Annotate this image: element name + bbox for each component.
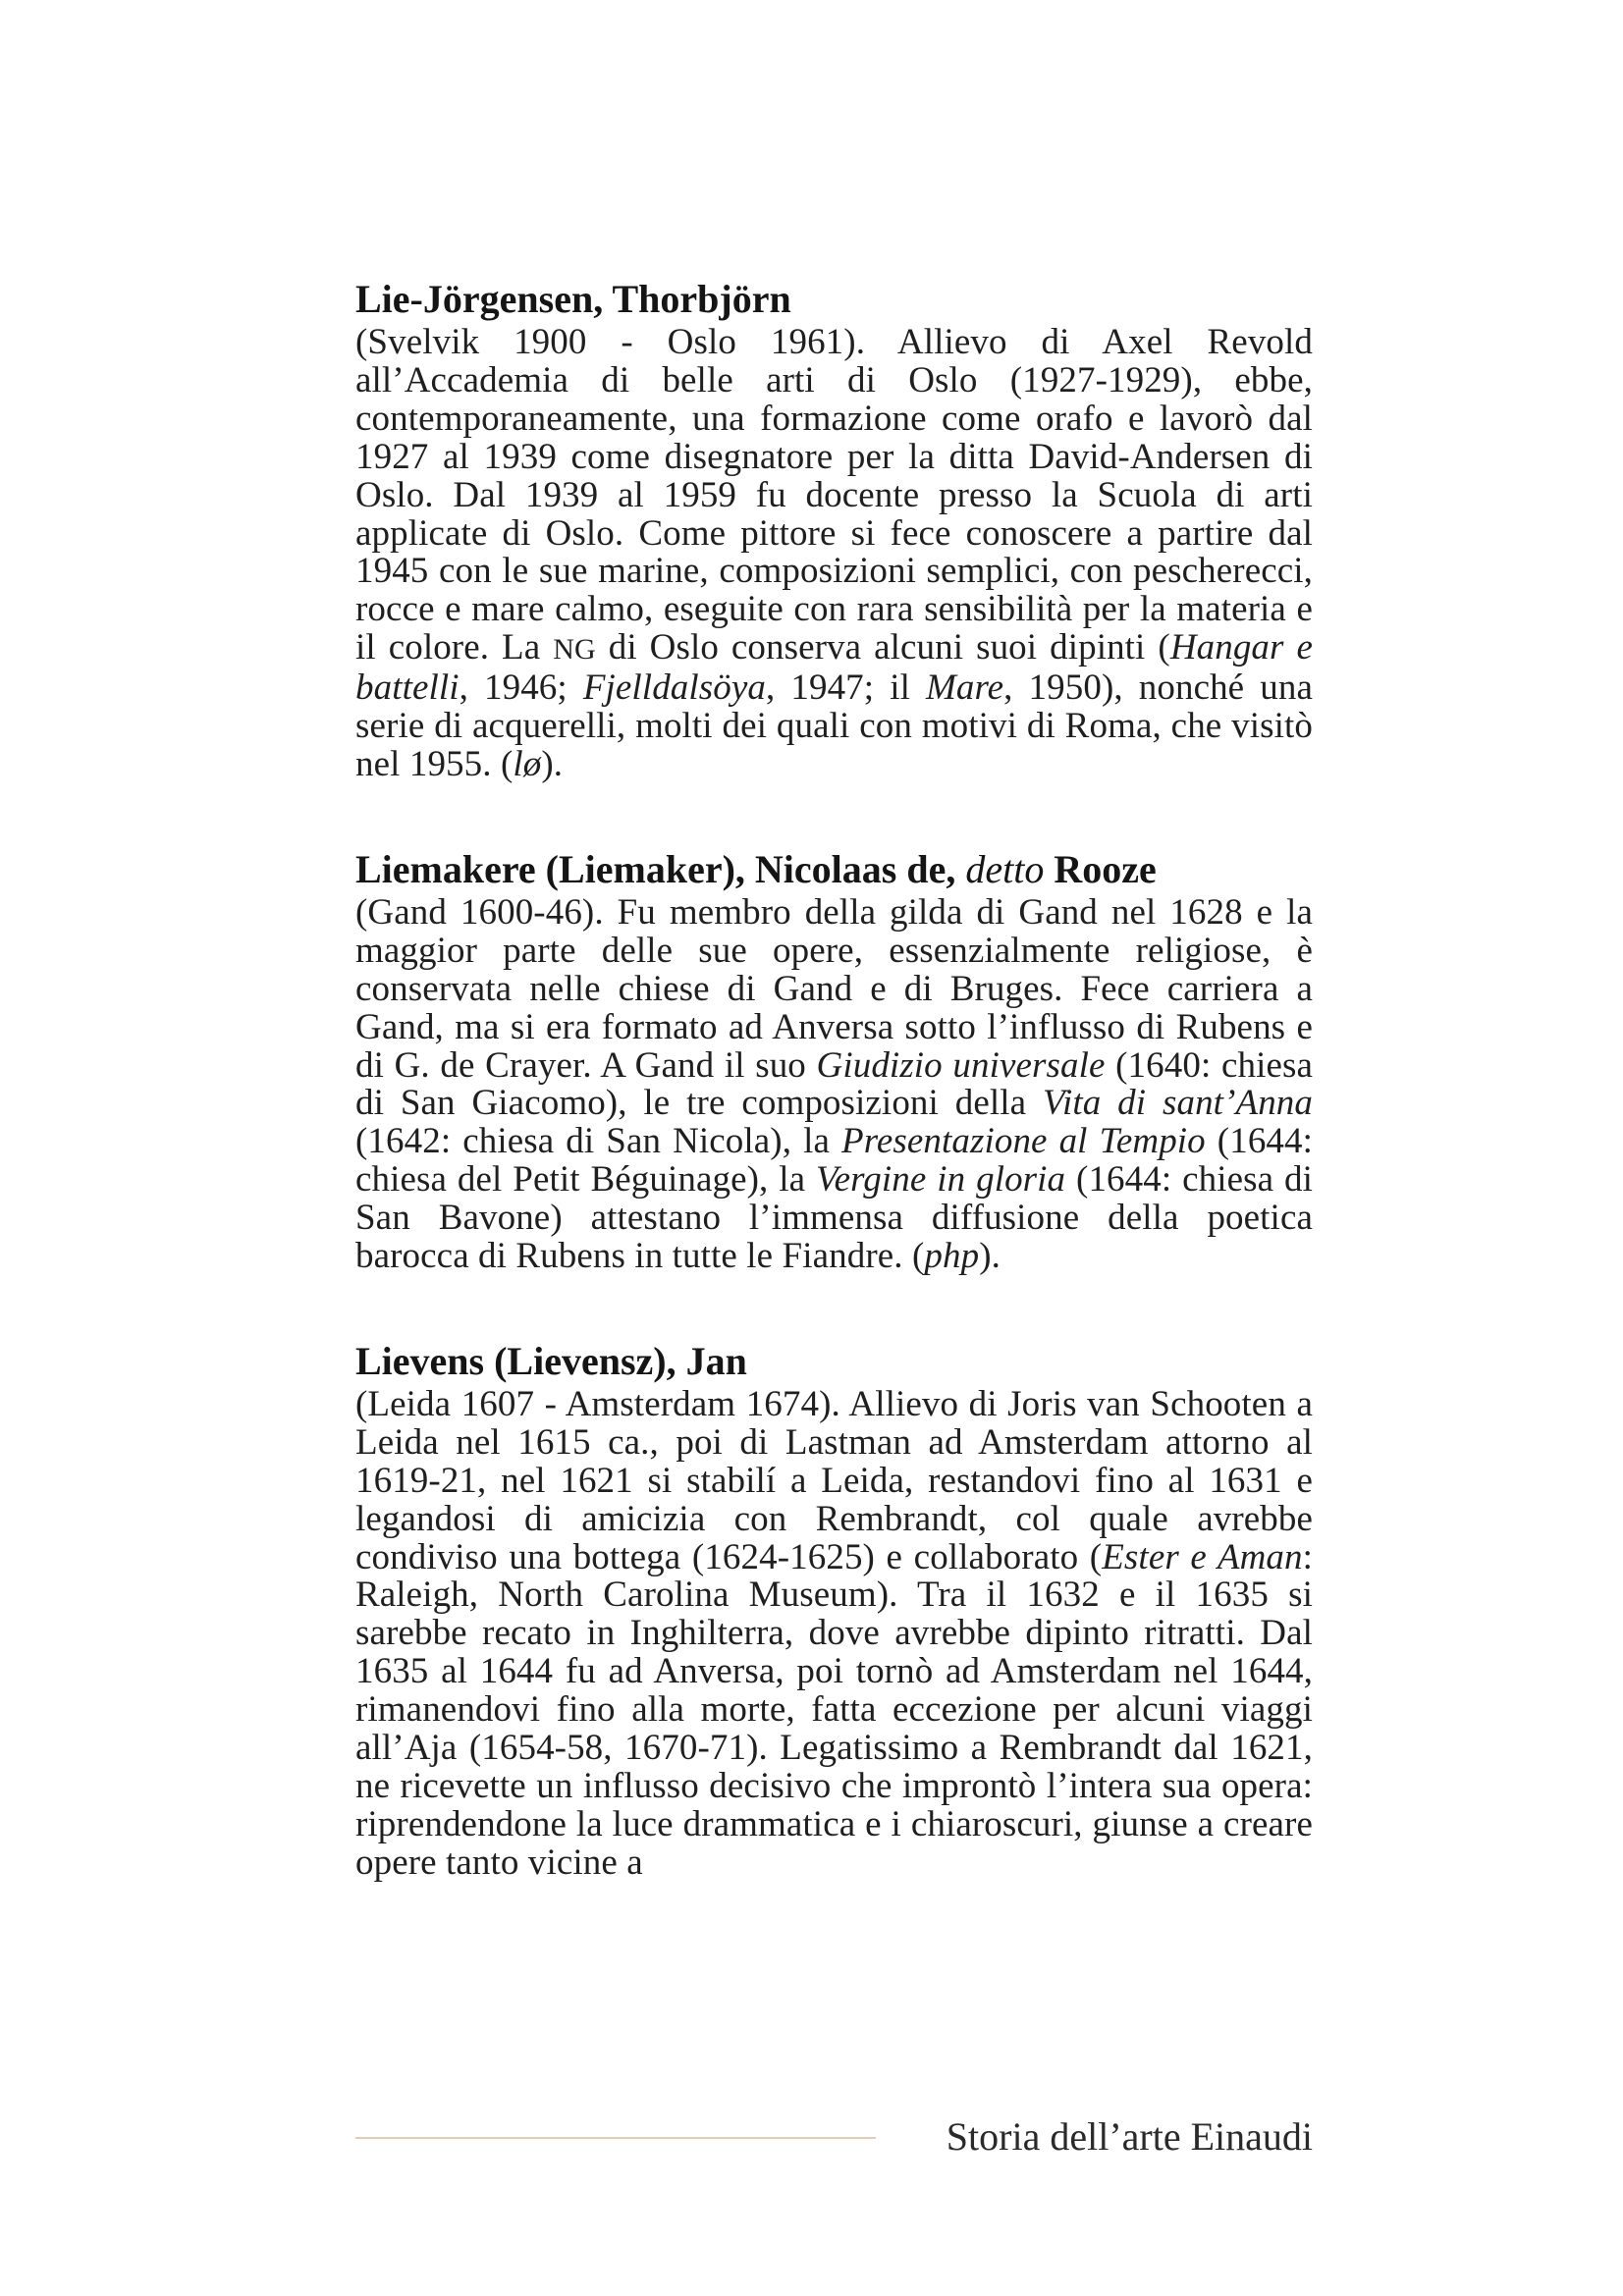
text-run: (Leida 1607 - Amsterdam 1674). Allievo di Joris van Schooten a Leida nel 1615 ca., poi di Lastman ad Amsterdam attorno al 1619-21, nel 1621 si stabilí a Leida, restandovi fino al 1631 e legandosi di amicizia con Rembrandt, col quale avrebbe condiviso una bottega (1624-1625) e collaborato ( — [355, 1383, 1313, 1577]
italic-run: Presentazione al Tempio — [841, 1121, 1206, 1162]
text-run: di Oslo conserva alcuni suoi dipinti ( — [595, 627, 1170, 668]
italic-run: Giudizio universale — [816, 1044, 1106, 1086]
footer-rule — [355, 2137, 876, 2139]
text-column — [355, 275, 1313, 1944]
italic-run: Ester e Aman — [1102, 1536, 1303, 1577]
text-run: , 1947; il — [766, 667, 926, 709]
entry-title-text: Lievens (Lievensz), Jan — [355, 1338, 747, 1383]
text-run: (Gand 1600-46). Fu membro della gilda di Gand nel 1628 e la maggior parte delle sue opere, essenzialmente religiose, è conservata nelle chiese di Gand e di Bruges. Fece carriera a Gand, ma si era formato ad Anversa sotto l’influsso di Rubens e di G. de Crayer. A Gand il suo — [355, 891, 1313, 1086]
entry-lie-jorgensen — [355, 275, 1313, 784]
italic-run: Vita di sant’Anna — [1043, 1083, 1313, 1124]
text-run: (1644: chiesa del Petit Béguinage), la — [355, 1121, 1313, 1201]
entry-lievens — [355, 1337, 1313, 1883]
text-run: (1642: chiesa di San Nicola), la — [355, 1121, 842, 1162]
italic-run: Hangar e battelli — [355, 627, 1314, 709]
entry-title-text: Liemakere (Liemaker), Nicolaas de, — [355, 846, 956, 891]
footer-title: Storia dell’arte Einaudi — [946, 2114, 1313, 2159]
entry-body — [355, 324, 1313, 784]
italic-run: php — [924, 1236, 980, 1277]
small-caps-run: NG — [553, 633, 596, 667]
text-run: , 1946; — [459, 667, 583, 709]
text-run: ). — [541, 743, 564, 784]
text-run: : Raleigh, North Carolina Museum). Tra il 1632 e il 1635 si sarebbe recato in Inghilterra, dove avrebbe dipinto ritratti. Dal 1635 al 1644 fu ad Anversa, poi tornò ad Amsterdam nel 1644, rimanendovi fino alla morte, fatta eccezione per alcuni viaggi all’Aja (1654-58, 1670-71). Legatissimo a Rembrandt dal 1621, ne ricevette un influsso decisivo che improntò l’intera sua opera: riprendendone la luce drammatica e i chiaroscuri, giunse a creare opere tanto vicine a — [355, 1536, 1313, 1883]
entry-title-italic: detto — [965, 846, 1045, 891]
text-run: , 1950), nonché una serie di acquerelli, molti dei quali con motivi di Roma, che visitò nel 1955. ( — [355, 667, 1313, 784]
italic-run: lø — [513, 743, 542, 784]
entry-title — [355, 275, 1313, 324]
text-run: ). — [979, 1236, 1001, 1277]
text-run: (1640: chiesa di San Giacomo), le tre composizioni della — [355, 1044, 1313, 1124]
italic-run: Vergine in gloria — [816, 1159, 1066, 1201]
text-run: (1644: chiesa di San Bavone) attestano l’immensa diffusione della poetica barocca di Rubens in tutte le Fiandre. ( — [355, 1159, 1314, 1277]
entry-body — [355, 891, 1314, 1277]
entry-title — [355, 1337, 1313, 1386]
italic-run: Mare — [926, 667, 1004, 709]
entry-body — [355, 1383, 1313, 1883]
entry-title-text: Lie-Jörgensen, Thorbjörn — [355, 277, 791, 321]
entry-title — [355, 845, 1313, 894]
page-footer — [355, 2112, 1313, 2162]
entry-liemakere — [355, 845, 1313, 1276]
text-run: (Svelvik 1900 - Oslo 1961). Allievo di Axel Revold all’Accademia di belle arti di Oslo (1927-1929), ebbe, contemporaneamente, una formazione come orafo e lavorò dal 1927 al 1939 come disegnatore per la ditta David-Andersen di Oslo. Dal 1939 al 1959 fu docente presso la Scuola di arti applicate di Oslo. Come pittore si fece conoscere a partire dal 1945 con le sue marine, composizioni semplici, con pescherecci, rocce e mare calmo, eseguite con rara sensibilità per la materia e il colore. La — [355, 322, 1313, 668]
entry-title-end: Rooze — [1054, 846, 1157, 891]
italic-run: Fjelldalsöya — [582, 667, 766, 709]
